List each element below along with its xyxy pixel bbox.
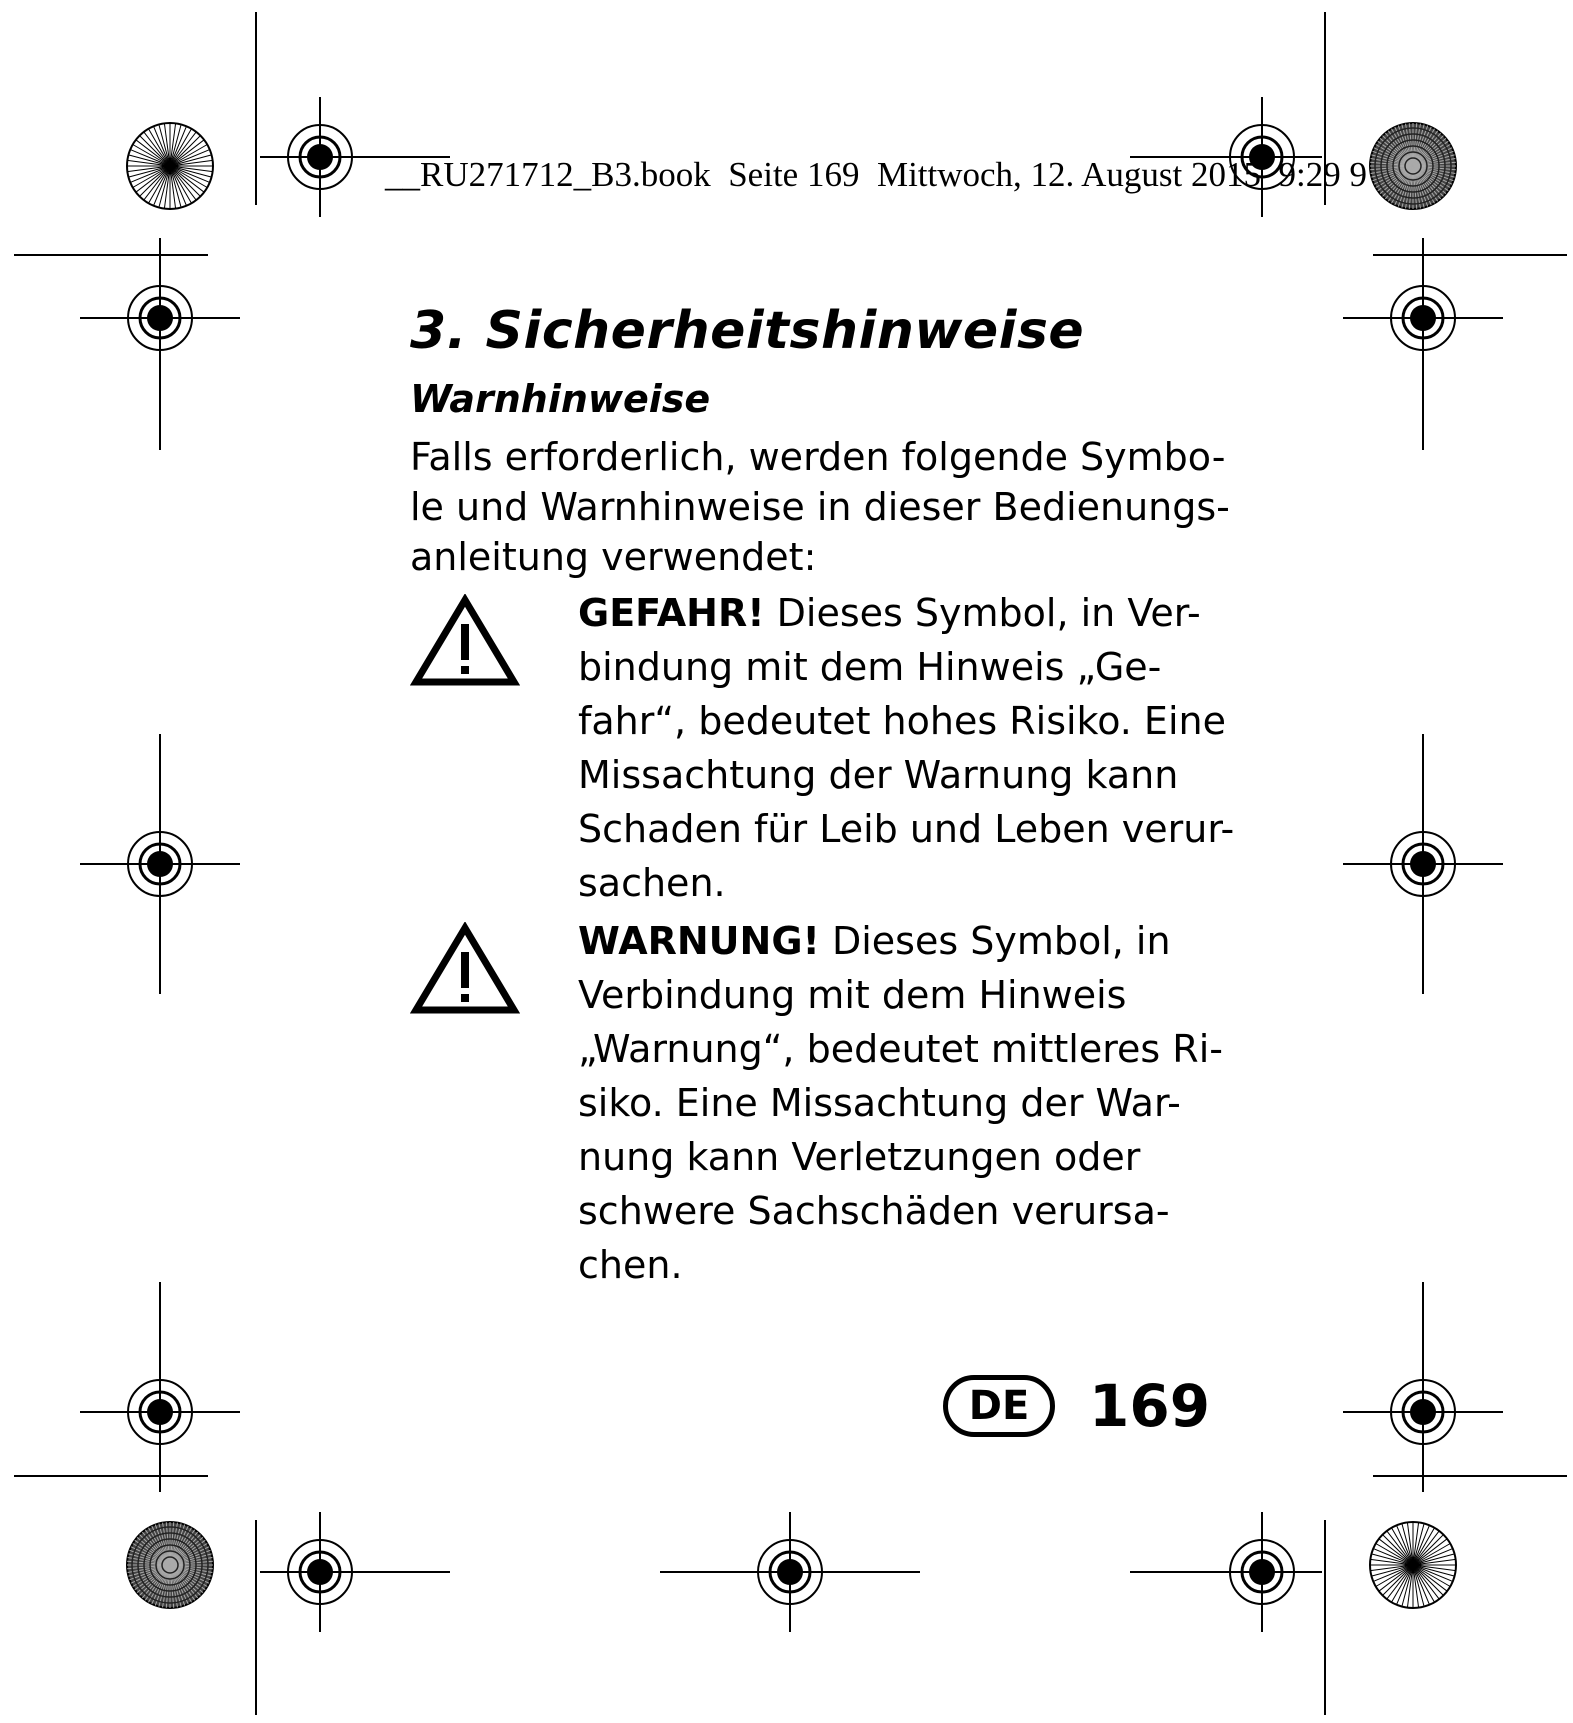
registration-dot xyxy=(307,1559,333,1585)
intro-line: le und Warnhinweise in dieser Bedienungs- xyxy=(410,485,1230,529)
section-subtitle: Warnhinweise xyxy=(410,377,711,421)
danger-notice xyxy=(410,586,1235,910)
danger-line: bindung mit dem Hinweis „Ge- xyxy=(578,645,1162,689)
warning-line: chen. xyxy=(578,1243,683,1287)
language-badge: DE xyxy=(943,1375,1055,1437)
warning-line: siko. Eine Missachtung der War- xyxy=(578,1081,1181,1125)
page-content xyxy=(410,300,1235,1292)
warning-line: nung kann Verletzungen oder xyxy=(578,1135,1141,1179)
danger-keyword: GEFAHR! xyxy=(578,591,765,635)
intro-line: Falls erforderlich, werden folgende Symbo- xyxy=(410,435,1226,479)
registration-dot xyxy=(307,144,333,170)
danger-text xyxy=(578,586,1235,910)
warning-notice xyxy=(410,914,1223,1292)
print-slug: __RU271712_B3.book Seite 169 Mittwoch, 12. August 2015 9:29 9 xyxy=(385,155,1367,194)
warning-text xyxy=(578,914,1223,1292)
danger-first-line: GEFAHR! Dieses Symbol, in Ver- xyxy=(578,591,1201,635)
danger-line: fahr“, bedeutet hohes Risiko. Eine xyxy=(578,699,1226,743)
danger-line: Schaden für Leib und Leben verur- xyxy=(578,807,1235,851)
intro-paragraph xyxy=(410,432,1230,582)
warning-triangle-icon xyxy=(410,594,520,690)
danger-line: sachen. xyxy=(578,861,726,905)
warning-keyword: WARNUNG! xyxy=(578,919,820,963)
warning-line: „Warnung“, bedeutet mittleres Ri- xyxy=(578,1027,1223,1071)
warning-triangle-icon xyxy=(410,922,520,1018)
warning-first-line: WARNUNG! Dieses Symbol, in xyxy=(578,919,1171,963)
danger-line: Missachtung der Warnung kann xyxy=(578,753,1179,797)
section-title: 3. Sicherheitshinweise xyxy=(410,301,1085,361)
intro-line: anleitung verwendet: xyxy=(410,535,817,579)
page-number: 169 xyxy=(1089,1372,1211,1440)
warning-line: Verbindung mit dem Hinweis xyxy=(578,973,1127,1017)
registration-dot xyxy=(1249,1559,1275,1585)
warning-line: schwere Sachschäden verursa- xyxy=(578,1189,1170,1233)
page-footer xyxy=(943,1368,1210,1444)
